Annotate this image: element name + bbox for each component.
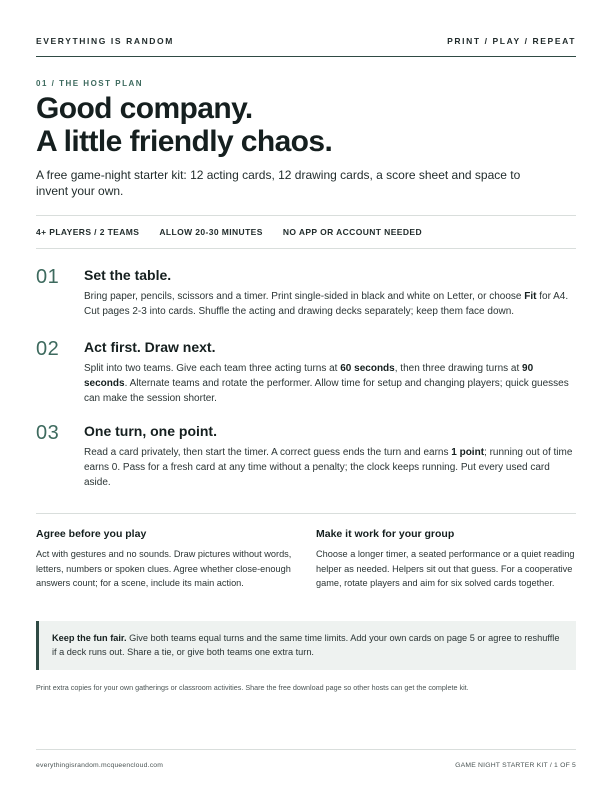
title-line-1: Good company. bbox=[36, 92, 253, 125]
intro-paragraph: A free game-night starter kit: 12 acting cards, 12 drawing cards, a score sheet and space to invent your own. bbox=[36, 168, 521, 198]
column-heading: Make it work for your group bbox=[316, 528, 455, 540]
column-adapt bbox=[316, 528, 578, 591]
meta-players: 4+ PLAYERS / 2 TEAMS bbox=[36, 227, 140, 237]
brand-name: EVERYTHING IS RANDOM bbox=[36, 36, 174, 46]
page-title bbox=[36, 92, 576, 158]
step-heading: One turn, one point. bbox=[84, 423, 217, 439]
print-note: Print extra copies for your own gatherings or classroom activities. Share the free download page so other hosts can get the complete kit. bbox=[36, 683, 469, 692]
column-body: Act with gestures and no sounds. Draw pictures without words, letters, numbers or spoken clues. Agree whether close-enough answers count; for a scene, include its main action. bbox=[36, 549, 292, 588]
step-heading: Act first. Draw next. bbox=[84, 339, 216, 355]
callout-text: Give both teams equal turns and the same time limits. Add your own cards on page 5 or agree to reshuffle if a deck runs out. Share a tie, or give both teams one extra turn. bbox=[52, 633, 560, 657]
page-footer bbox=[36, 749, 576, 769]
title-line-2: A little friendly chaos. bbox=[36, 125, 333, 158]
callout-lead: Keep the fun fair. bbox=[52, 633, 127, 643]
step-body: Bring paper, pencils, scissors and a timer. Print single-sided in black and white on Letter, or choose Fit for A4. Cut pages 2-3 into cards. Shuffle the acting and drawing decks separately; keep them face down. bbox=[84, 291, 569, 317]
section-divider bbox=[36, 513, 576, 514]
step-body: Split into two teams. Give each team three acting turns at 60 seconds, then three drawing turns at 90 seconds. Alternate teams and rotate the performer. Allow time for setup and changing players; quick guesses can make the session shorter. bbox=[84, 363, 569, 404]
meta-duration: ALLOW 20-30 MINUTES bbox=[159, 227, 263, 237]
step-number: 01 bbox=[36, 266, 60, 288]
section-eyebrow: 01 / THE HOST PLAN bbox=[36, 79, 144, 88]
column-agree bbox=[36, 528, 298, 591]
step-heading: Set the table. bbox=[84, 267, 172, 283]
footer-page-number: GAME NIGHT STARTER KIT / 1 OF 5 bbox=[455, 762, 576, 769]
meta-bar bbox=[36, 215, 576, 249]
header-tagline: PRINT / PLAY / REPEAT bbox=[447, 36, 576, 46]
page-header bbox=[36, 36, 576, 57]
step-number: 03 bbox=[36, 422, 60, 444]
column-body: Choose a longer timer, a seated performance or a quiet reading helper as needed. Helpers sit out that guess. For a cooperative game, rotate players and aim for six solved cards together. bbox=[316, 549, 575, 588]
step-number: 02 bbox=[36, 338, 60, 360]
column-heading: Agree before you play bbox=[36, 528, 147, 540]
fairness-callout bbox=[36, 621, 576, 670]
footer-url: everythingisrandom.mcqueencloud.com bbox=[36, 762, 164, 769]
meta-requirements: NO APP OR ACCOUNT NEEDED bbox=[282, 227, 422, 237]
step-body: Read a card privately, then start the timer. A correct guess ends the turn and earns 1 point; running out of time earns 0. Pass for a fresh card at any time without a penalty; the clock keeps running. Put every used card aside. bbox=[84, 447, 573, 488]
